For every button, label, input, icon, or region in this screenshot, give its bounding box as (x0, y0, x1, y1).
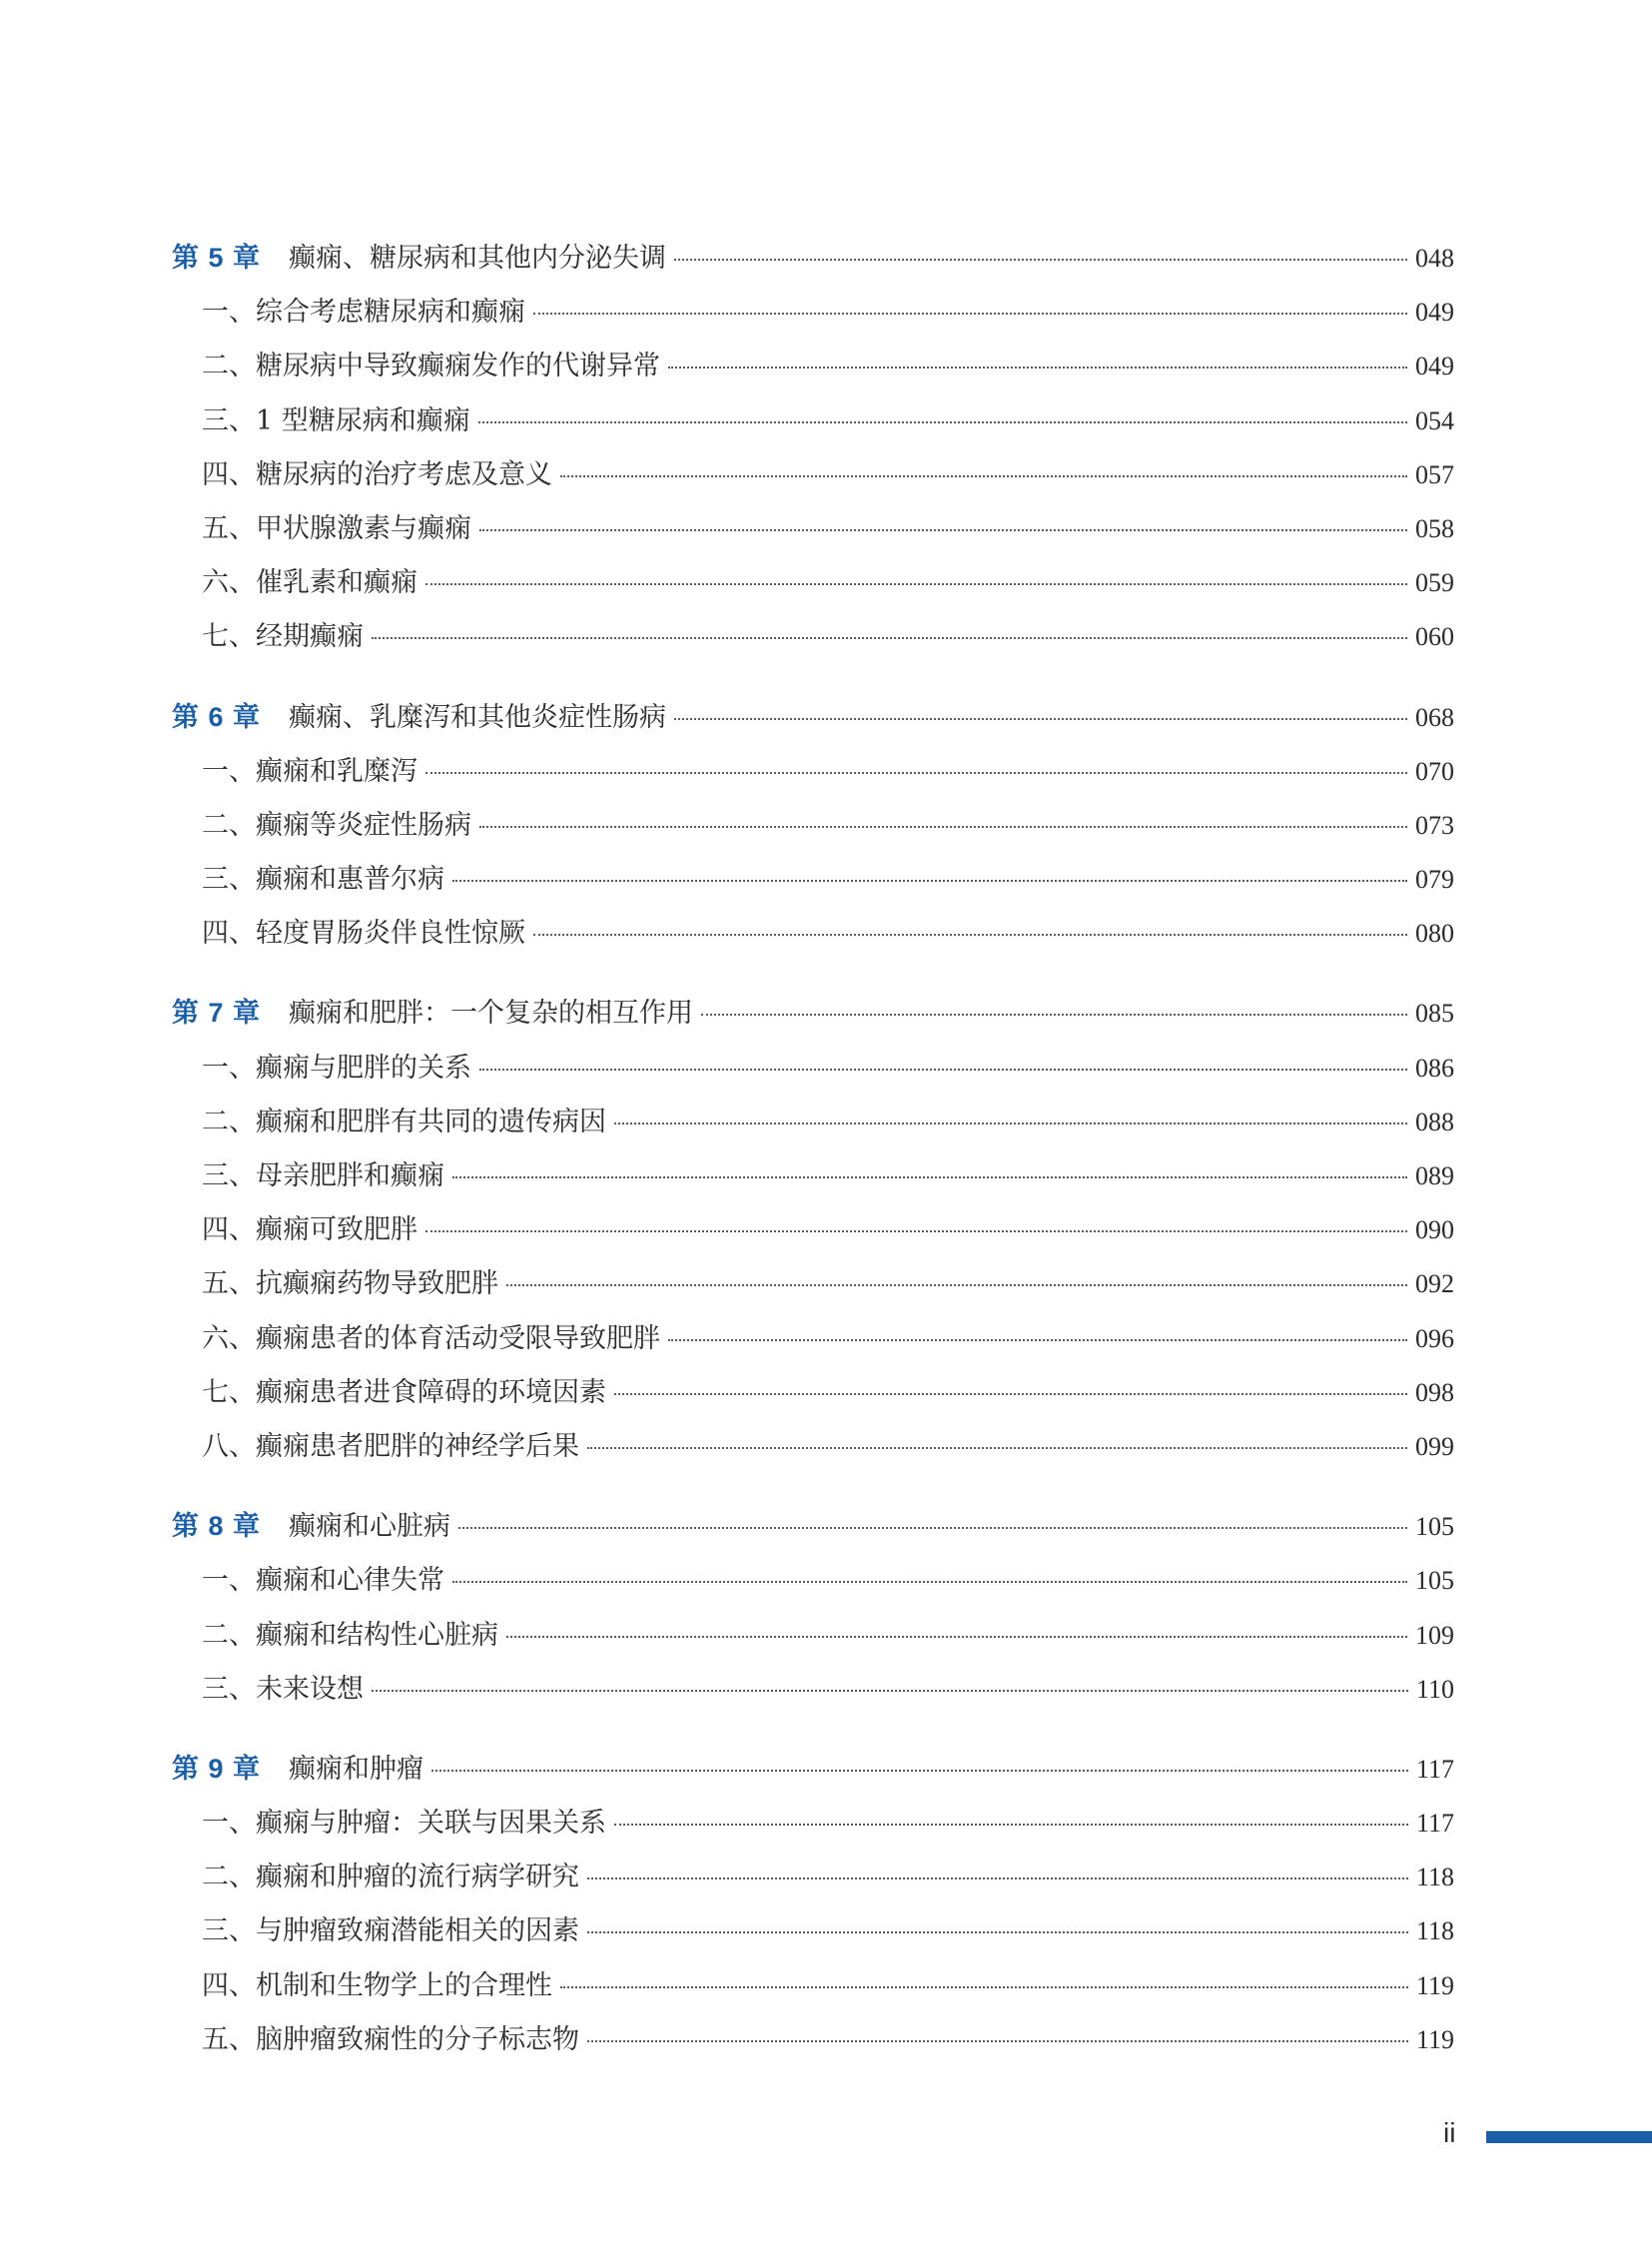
section-title: 一、综合考虑糖尿病和癫痫 (202, 297, 525, 329)
section-title: 二、癫痫等炎症性肠病 (202, 809, 471, 841)
toc-section-entry[interactable] (172, 452, 1454, 506)
section-page-number: 105 (1415, 1566, 1454, 1596)
chapter-number: 第 8 章 (172, 1511, 262, 1542)
section-title: 五、甲状腺激素与癫痫 (202, 512, 471, 544)
section-page-number: 088 (1415, 1107, 1454, 1136)
dot-leader (560, 1986, 1408, 1988)
chapter-page-number: 117 (1415, 1754, 1454, 1784)
section-title: 七、经期癫痫 (202, 621, 364, 653)
dot-leader (479, 1069, 1407, 1071)
section-page-number: 073 (1415, 810, 1454, 840)
chapter-title: 癫痫和肿瘤 (289, 1753, 424, 1785)
section-title: 六、癫痫患者的体育活动受限导致肥胖 (202, 1322, 660, 1354)
dot-leader (587, 2040, 1408, 2042)
section-page-number: 092 (1415, 1269, 1454, 1299)
chapter-block (172, 991, 1454, 1478)
dot-leader (701, 1014, 1407, 1016)
toc-section-entry[interactable] (172, 614, 1454, 668)
dot-leader (431, 1770, 1408, 1772)
dot-leader (668, 1339, 1407, 1341)
dot-leader (587, 1877, 1408, 1879)
toc-section-entry[interactable] (172, 1558, 1454, 1612)
toc-section-entry[interactable] (172, 290, 1454, 344)
toc-section-entry[interactable] (172, 749, 1454, 803)
footer-accent-bar (1486, 2131, 1652, 2143)
dot-leader (674, 718, 1407, 720)
section-page-number: 049 (1415, 352, 1454, 381)
section-page-number: 090 (1415, 1215, 1454, 1245)
chapter-label (172, 695, 666, 734)
dot-leader (668, 367, 1407, 369)
toc-section-entry[interactable] (172, 1424, 1454, 1478)
toc-section-entry[interactable] (172, 560, 1454, 614)
dot-leader (425, 583, 1407, 585)
section-page-number: 118 (1415, 1863, 1454, 1892)
section-page-number: 089 (1415, 1161, 1454, 1190)
section-page-number: 086 (1415, 1053, 1454, 1083)
chapter-number: 第 9 章 (172, 1753, 262, 1784)
dot-leader (372, 1690, 1408, 1692)
toc-section-entry[interactable] (172, 1613, 1454, 1667)
chapter-title: 癫痫和肥胖：一个复杂的相互作用 (289, 998, 694, 1030)
section-page-number: 060 (1415, 622, 1454, 652)
section-title: 六、催乳素和癫痫 (202, 567, 417, 599)
toc-section-entry[interactable] (172, 1801, 1454, 1855)
chapter-number: 第 6 章 (172, 701, 262, 732)
section-page-number: 059 (1415, 568, 1454, 598)
section-title: 五、脑肿瘤致痫性的分子标志物 (202, 2023, 579, 2055)
section-title: 二、糖尿病中导致癫痫发作的代谢异常 (202, 351, 660, 382)
toc-section-entry[interactable] (172, 1370, 1454, 1424)
section-title: 二、癫痫和结构性心脏病 (202, 1619, 498, 1651)
dot-leader (614, 1824, 1408, 1826)
section-title: 四、糖尿病的治疗考虑及意义 (202, 458, 552, 490)
chapter-page-number: 085 (1415, 999, 1454, 1029)
section-title: 一、癫痫与肿瘤：关联与因果关系 (202, 1808, 606, 1840)
section-title: 五、抗癫痫药物导致肥胖 (202, 1268, 498, 1300)
chapter-block (172, 695, 1454, 966)
toc-chapter-entry[interactable] (172, 695, 1454, 749)
section-title: 四、机制和生物学上的合理性 (202, 1969, 552, 2001)
section-title: 一、癫痫和心律失常 (202, 1565, 444, 1597)
section-title: 三、1 型糖尿病和癫痫 (202, 404, 470, 436)
section-title: 三、与肿瘤致痫潜能相关的因素 (202, 1915, 579, 1947)
toc-section-entry[interactable] (172, 911, 1454, 965)
toc-section-entry[interactable] (172, 506, 1454, 560)
chapter-title: 癫痫和心脏病 (289, 1511, 451, 1543)
section-page-number: 054 (1415, 405, 1454, 435)
toc-chapter-entry[interactable] (172, 1504, 1454, 1558)
dot-leader (425, 1230, 1407, 1232)
section-title: 四、癫痫可致肥胖 (202, 1214, 417, 1246)
toc-section-entry[interactable] (172, 344, 1454, 397)
dot-leader (452, 1581, 1407, 1583)
section-title: 一、癫痫与肥胖的关系 (202, 1052, 471, 1084)
chapter-label (172, 1747, 423, 1786)
chapter-block (172, 1504, 1454, 1721)
toc-chapter-entry[interactable] (172, 236, 1454, 290)
dot-leader (458, 1527, 1407, 1529)
chapter-label (172, 991, 693, 1030)
section-page-number: 117 (1415, 1809, 1454, 1839)
chapter-label (172, 1504, 450, 1543)
section-page-number: 058 (1415, 513, 1454, 543)
dot-leader (425, 772, 1407, 774)
chapter-block (172, 236, 1454, 669)
toc-section-entry[interactable] (172, 2017, 1454, 2071)
dot-leader (372, 637, 1407, 639)
toc-section-entry[interactable] (172, 1855, 1454, 1908)
section-page-number: 109 (1415, 1620, 1454, 1650)
toc-section-entry[interactable] (172, 1963, 1454, 2017)
section-page-number: 119 (1415, 2024, 1454, 2054)
section-title: 二、癫痫和肥胖有共同的遗传病因 (202, 1106, 606, 1137)
toc-section-entry[interactable] (172, 1100, 1454, 1153)
toc-section-entry[interactable] (172, 1207, 1454, 1261)
toc-section-entry[interactable] (172, 1908, 1454, 1962)
dot-leader (506, 1636, 1407, 1638)
section-page-number: 079 (1415, 865, 1454, 895)
section-title: 八、癫痫患者肥胖的神经学后果 (202, 1430, 579, 1462)
section-page-number: 119 (1415, 1970, 1454, 2000)
dot-leader (614, 1122, 1407, 1124)
chapter-number: 第 7 章 (172, 998, 262, 1029)
toc-chapter-entry[interactable] (172, 991, 1454, 1045)
section-title: 三、未来设想 (202, 1673, 364, 1705)
toc-section-entry[interactable] (172, 857, 1454, 911)
toc-section-entry[interactable] (172, 398, 1454, 452)
section-page-number: 057 (1415, 459, 1454, 489)
section-title: 一、癫痫和乳糜泻 (202, 755, 417, 787)
chapter-title: 癫痫、糖尿病和其他内分泌失调 (289, 243, 667, 274)
dot-leader (560, 475, 1407, 477)
section-page-number: 096 (1415, 1323, 1454, 1353)
section-page-number: 110 (1415, 1674, 1454, 1704)
section-title: 三、癫痫和惠普尔病 (202, 864, 444, 896)
dot-leader (674, 259, 1407, 261)
chapter-page-number: 105 (1415, 1512, 1454, 1542)
section-page-number: 118 (1415, 1916, 1454, 1946)
section-title: 四、轻度胃肠炎伴良性惊厥 (202, 918, 525, 950)
dot-leader (452, 1176, 1407, 1178)
chapter-page-number: 068 (1415, 702, 1454, 732)
chapter-label (172, 236, 666, 275)
toc-section-entry[interactable] (172, 803, 1454, 857)
dot-leader (533, 313, 1407, 315)
dot-leader (614, 1393, 1407, 1395)
dot-leader (452, 880, 1407, 882)
dot-leader (533, 934, 1407, 936)
dot-leader (587, 1447, 1407, 1449)
chapter-number: 第 5 章 (172, 243, 262, 273)
dot-leader (587, 1931, 1408, 1933)
dot-leader (479, 529, 1407, 531)
toc-section-entry[interactable] (172, 1316, 1454, 1370)
dot-leader (479, 826, 1407, 828)
page-footer (0, 2117, 1652, 2157)
section-title: 七、癫痫患者进食障碍的环境因素 (202, 1376, 606, 1408)
section-page-number: 080 (1415, 919, 1454, 949)
toc-section-entry[interactable] (172, 1261, 1454, 1315)
section-page-number: 070 (1415, 756, 1454, 786)
toc-chapter-entry[interactable] (172, 1747, 1454, 1801)
chapter-page-number: 048 (1415, 244, 1454, 273)
section-page-number: 049 (1415, 298, 1454, 328)
page-number: ii (1443, 2117, 1456, 2148)
toc-section-entry[interactable] (172, 1046, 1454, 1100)
toc-section-entry[interactable] (172, 1667, 1454, 1721)
section-title: 三、母亲肥胖和癫痫 (202, 1160, 444, 1191)
chapter-block (172, 1747, 1454, 2071)
toc-section-entry[interactable] (172, 1153, 1454, 1207)
section-page-number: 099 (1415, 1431, 1454, 1461)
section-title: 二、癫痫和肿瘤的流行病学研究 (202, 1862, 579, 1893)
dot-leader (506, 1284, 1407, 1286)
dot-leader (478, 421, 1407, 423)
chapter-title: 癫痫、乳糜泻和其他炎症性肠病 (289, 701, 667, 733)
table-of-contents (172, 236, 1454, 2097)
section-page-number: 098 (1415, 1377, 1454, 1407)
